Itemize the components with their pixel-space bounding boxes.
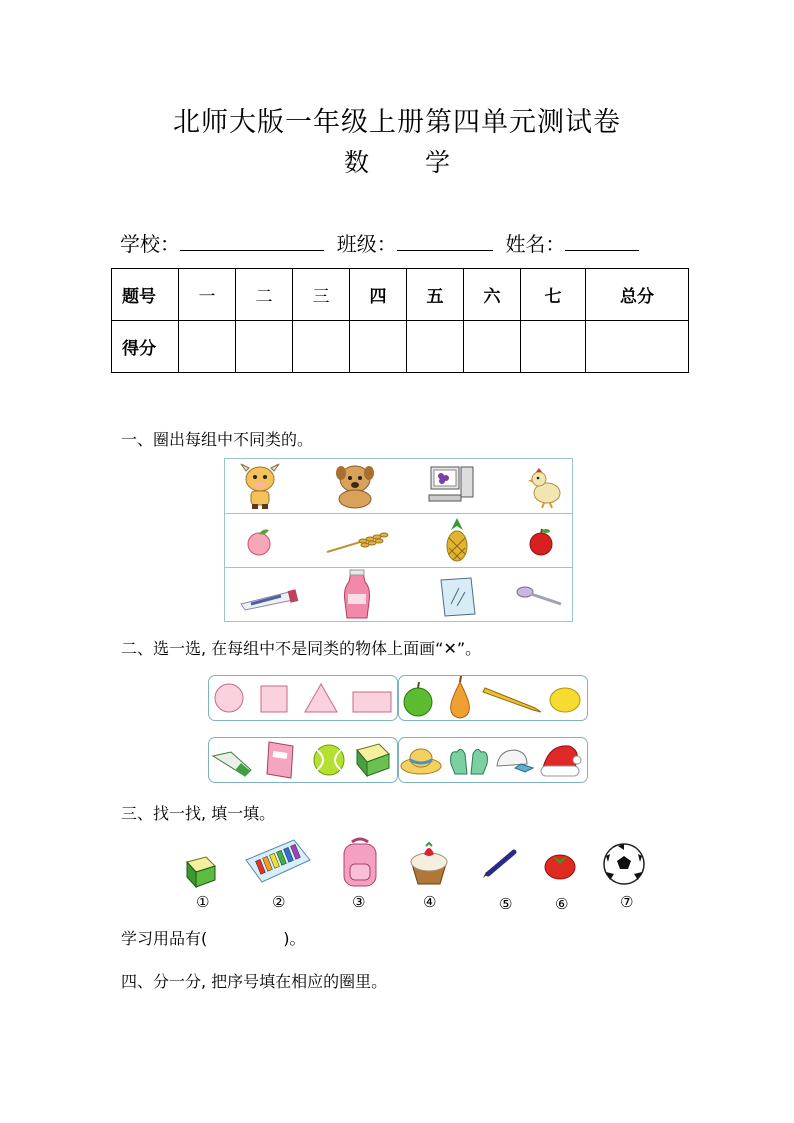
page-title: 北师大版一年级上册第四单元测试卷 xyxy=(173,107,621,138)
name-blank[interactable] xyxy=(565,232,639,251)
question-3: 三、找一找, 填一填。 xyxy=(121,804,276,823)
q1-row-animals xyxy=(225,459,572,513)
q3-answer-suffix: )。 xyxy=(283,929,306,948)
dog-icon[interactable] xyxy=(329,461,379,511)
score-cell[interactable] xyxy=(293,321,350,373)
class-blank[interactable] xyxy=(397,232,493,251)
col-header: 四 xyxy=(350,269,407,321)
score-cell[interactable] xyxy=(521,321,586,373)
peach-icon[interactable] xyxy=(241,526,277,558)
score-cell[interactable] xyxy=(407,321,464,373)
subject-title xyxy=(0,143,794,179)
class-label: 班级： xyxy=(336,232,397,256)
item-number-3: ③ xyxy=(352,893,366,911)
col-header: 一 xyxy=(179,269,236,321)
wheat-icon[interactable] xyxy=(323,530,393,556)
pen-icon[interactable] xyxy=(480,848,518,880)
item-number-6: ⑥ xyxy=(555,895,569,913)
spoon-icon[interactable] xyxy=(515,582,565,610)
towel-icon[interactable] xyxy=(437,574,479,620)
cap-icon[interactable] xyxy=(491,746,535,778)
straw-hat-icon[interactable] xyxy=(399,744,443,778)
gloves-icon[interactable] xyxy=(447,744,491,778)
chicken-icon[interactable] xyxy=(527,465,567,509)
school-label: 学校： xyxy=(120,232,180,256)
row-label-question: 题号 xyxy=(112,269,179,321)
subject-char-2: 学 xyxy=(425,148,451,177)
q2-group-clothing xyxy=(398,737,588,783)
notebook-icon[interactable] xyxy=(263,740,299,780)
question-1: 一、圈出每组中不同类的。 xyxy=(121,430,314,449)
apple-icon[interactable] xyxy=(525,526,557,558)
item-number-1: ① xyxy=(196,893,210,911)
yogurt-bottle-icon[interactable] xyxy=(339,568,375,622)
student-info-line xyxy=(120,228,639,257)
item-number-5: ⑤ xyxy=(499,895,513,913)
triangle-shape-icon[interactable] xyxy=(303,682,339,714)
tennis-ball-icon[interactable] xyxy=(311,742,347,778)
score-cell[interactable] xyxy=(236,321,293,373)
toothpaste-icon[interactable] xyxy=(237,582,301,612)
q3-answer-line xyxy=(121,926,306,949)
score-value-row xyxy=(112,321,689,373)
score-cell[interactable] xyxy=(350,321,407,373)
santa-hat-icon[interactable] xyxy=(539,740,583,780)
col-header: 三 xyxy=(293,269,350,321)
q1-row-plants xyxy=(225,513,572,568)
item-number-4: ④ xyxy=(423,893,437,911)
score-cell[interactable] xyxy=(179,321,236,373)
col-header: 七 xyxy=(521,269,586,321)
circle-shape-icon[interactable] xyxy=(213,682,245,714)
q3-answer-prefix: 学习用品有( xyxy=(121,929,208,948)
q2-group-shapes xyxy=(208,675,398,721)
backpack-icon[interactable] xyxy=(340,836,380,890)
soccer-ball-icon[interactable] xyxy=(602,842,646,886)
score-cell[interactable] xyxy=(464,321,521,373)
pear-icon[interactable] xyxy=(445,676,475,720)
lemon-icon[interactable] xyxy=(547,680,583,716)
score-header-row xyxy=(112,269,689,321)
green-book-icon[interactable] xyxy=(184,854,218,890)
row-label-score: 得分 xyxy=(112,321,179,373)
item-number-7: ⑦ xyxy=(620,893,634,911)
question-4: 四、分一分, 把序号填在相应的圈里。 xyxy=(121,972,388,991)
q2-group-fruits xyxy=(398,675,588,721)
col-header: 五 xyxy=(407,269,464,321)
name-label: 姓名： xyxy=(505,232,566,256)
q1-picture-grid xyxy=(224,458,573,622)
col-header-total: 总分 xyxy=(586,269,689,321)
cupcake-icon[interactable] xyxy=(408,840,450,886)
square-shape-icon[interactable] xyxy=(259,684,289,714)
item-number-2: ② xyxy=(272,893,286,911)
computer-icon[interactable] xyxy=(427,463,479,509)
pencil-icon[interactable] xyxy=(481,684,545,714)
cow-cartoon-icon[interactable] xyxy=(235,461,285,511)
col-header: 六 xyxy=(464,269,521,321)
green-apple-icon[interactable] xyxy=(401,678,435,718)
score-table xyxy=(111,268,689,373)
tomato-icon[interactable] xyxy=(542,846,578,882)
score-cell-total[interactable] xyxy=(586,321,689,373)
q1-row-daily-items xyxy=(225,567,572,622)
ruler-icon[interactable] xyxy=(211,748,255,778)
q2-group-stationery xyxy=(208,737,398,783)
crayons-box-icon[interactable] xyxy=(244,838,312,884)
pineapple-icon[interactable] xyxy=(441,516,473,564)
question-2: 二、选一选, 在每组中不是同类的物体上面画“✕”。 xyxy=(121,639,482,658)
subject-char-1: 数 xyxy=(343,148,369,177)
school-blank[interactable] xyxy=(180,232,324,251)
book-icon[interactable] xyxy=(353,740,393,780)
col-header: 二 xyxy=(236,269,293,321)
rectangle-shape-icon[interactable] xyxy=(351,690,393,714)
